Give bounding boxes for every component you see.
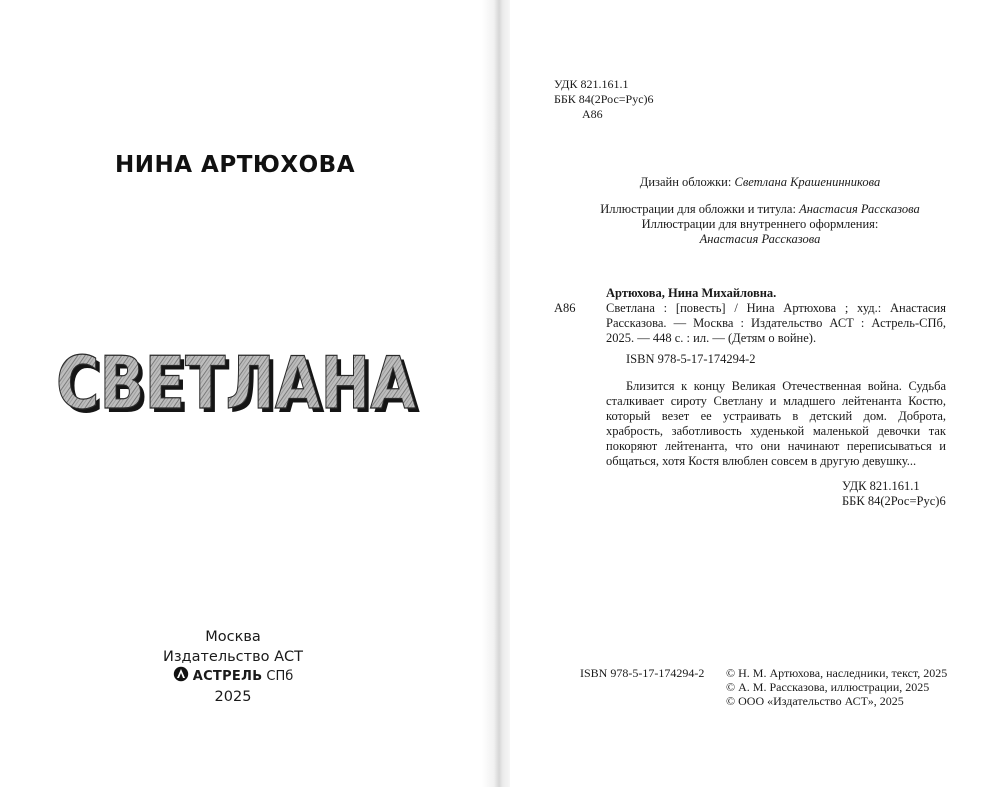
credits-block (570, 175, 950, 247)
udk-top: УДК 821.161.1 (554, 77, 629, 91)
imprint-city: Москва (205, 629, 261, 645)
biblio-code: А86 (554, 301, 576, 315)
book-title (48, 345, 428, 425)
author-code-top: А86 (582, 107, 603, 121)
copyright-line-2: © А. М. Рассказова, иллюстрации, 2025 (726, 680, 930, 694)
udk-bottom: УДК 821.161.1 (842, 479, 920, 493)
classification-bottom (842, 479, 954, 509)
bbk-top: ББК 84(2Рос=Рус)6 (554, 92, 654, 106)
astrel-logo-word: АСТРЕЛЬ (192, 669, 263, 684)
illustrations-inner-label: Иллюстрации для внутреннего оформления: (641, 217, 879, 231)
bbk-bottom: ББК 84(2Рос=Рус)6 (842, 494, 946, 508)
isbn-footer: ISBN 978-5-17-174294-2 (580, 666, 705, 680)
illustrations-cover-credit (570, 202, 950, 217)
copyright-footer (580, 666, 960, 708)
bibliographic-record (554, 286, 954, 509)
left-page (0, 0, 496, 787)
book-title-art (48, 345, 428, 425)
cover-design-label: Дизайн обложки: (639, 175, 732, 189)
illustrations-cover-label: Иллюстрации для обложки и титула: (600, 202, 796, 216)
copyright-line-3: © ООО «Издательство АСТ», 2025 (726, 694, 904, 708)
cover-design-credit (570, 175, 950, 190)
copyright-line-1: © Н. М. Артюхова, наследники, текст, 2025 (726, 666, 948, 680)
right-page (510, 0, 1002, 787)
isbn-mid: ISBN 978-5-17-174294-2 (626, 352, 756, 366)
biblio-description: Светлана : [повесть] / Нина Артюхова ; худ.: Анастасия Рассказова. — Москва : Издательство АСТ : Астрель-СПб, 2025. — 448 с. : ил. — (Детям о войне). (606, 301, 946, 345)
author-name: НИНА АРТЮХОВА (114, 152, 355, 178)
biblio-author: Артюхова, Нина Михайловна. (606, 286, 777, 300)
astrel-logo-icon (173, 666, 189, 688)
copyright-lines (726, 666, 947, 708)
imprint-year: 2025 (214, 689, 252, 705)
book-title-shadow: СВЕТЛАНА (60, 345, 421, 425)
annotation: Близится к концу Великая Отечественная война. Судьба сталкивает сироту Светлану и младшего лейтенанта Костю, который везет ее устраивать в детский дом. Доброта, храбрость, заботливость худенькой маленькой девочки так покоряют лейтенанта, что они начинают переписываться и общаться, хотя Костя влюблен совсем в другую девушку... (606, 379, 946, 468)
imprint-publisher: Издательство АСТ (163, 649, 303, 665)
imprint-block (133, 627, 333, 707)
cover-design-name: Светлана Крашенинникова (734, 175, 881, 189)
illustrations-inner-name: Анастасия Рассказова (699, 232, 821, 246)
book-title-text: СВЕТЛАНА (56, 345, 417, 425)
astrel-logo-suffix: СПб (266, 669, 294, 684)
astrel-logo-line (133, 667, 333, 687)
illustrations-cover-name: Анастасия Рассказова (799, 202, 920, 216)
classification-top (554, 77, 654, 122)
